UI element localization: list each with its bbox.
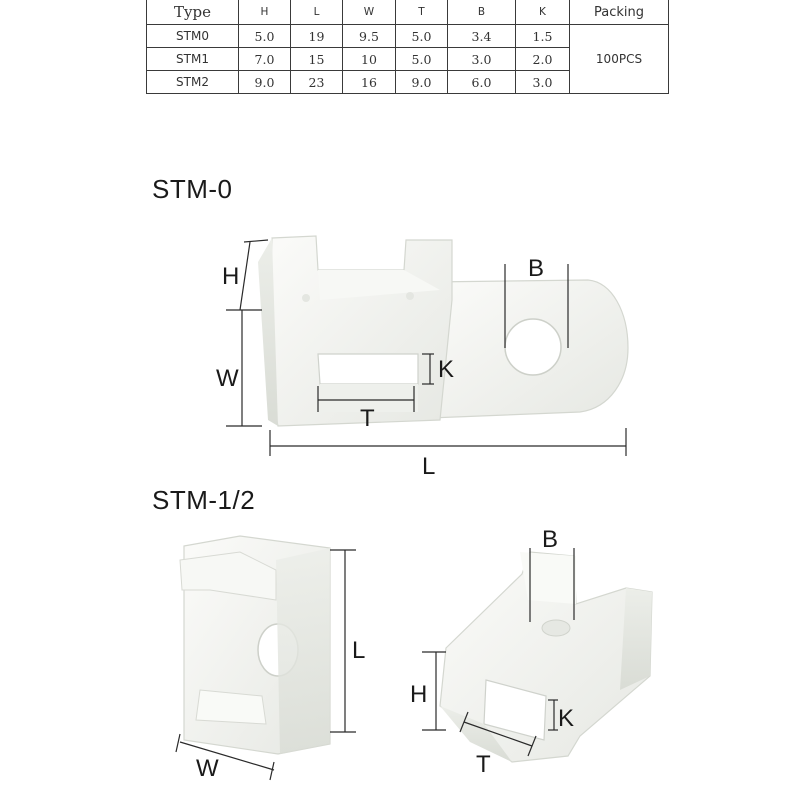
cell-h: 7.0 xyxy=(239,48,291,71)
stm0-label-b: B xyxy=(528,255,545,282)
cell-type: STM2 xyxy=(147,71,239,94)
stm12-angled-label-k: K xyxy=(558,705,575,732)
column-header-b: B xyxy=(448,0,516,25)
cell-l: 15 xyxy=(291,48,343,71)
stm12-angled-label-t: T xyxy=(476,751,491,778)
cell-h: 9.0 xyxy=(239,71,291,94)
cell-w: 9.5 xyxy=(343,25,396,48)
cell-k: 1.5 xyxy=(516,25,570,48)
stm12-top-label-w: W xyxy=(196,755,219,782)
cell-l: 19 xyxy=(291,25,343,48)
column-header-w: W xyxy=(343,0,396,25)
stm12-title: STM-1/2 xyxy=(152,485,256,515)
cell-type: STM1 xyxy=(147,48,239,71)
stm12-top-label-l: L xyxy=(352,637,366,664)
stm12-top-view-image xyxy=(180,536,330,754)
cell-w: 16 xyxy=(343,71,396,94)
column-header-packing: Packing xyxy=(570,0,669,25)
cell-k: 2.0 xyxy=(516,48,570,71)
column-header-t: T xyxy=(396,0,448,25)
cell-type: STM0 xyxy=(147,25,239,48)
stm0-label-w: W xyxy=(216,365,239,392)
cell-l: 23 xyxy=(291,71,343,94)
stm0-label-h: H xyxy=(222,263,240,290)
cell-t: 5.0 xyxy=(396,48,448,71)
cell-packing: 100PCS xyxy=(570,25,669,94)
column-header-l: L xyxy=(291,0,343,25)
cell-b: 6.0 xyxy=(448,71,516,94)
cell-b: 3.0 xyxy=(448,48,516,71)
stm0-mount-image xyxy=(258,236,628,426)
stm0-label-l: L xyxy=(422,453,436,480)
cell-h: 5.0 xyxy=(239,25,291,48)
stm12-angled-view-image xyxy=(440,552,652,762)
cell-t: 5.0 xyxy=(396,25,448,48)
column-header-type: Type xyxy=(147,0,239,25)
stm0-label-k: K xyxy=(438,356,455,383)
cell-t: 9.0 xyxy=(396,71,448,94)
stm0-title: STM-0 xyxy=(152,174,233,204)
cell-k: 3.0 xyxy=(516,71,570,94)
column-header-k: K xyxy=(516,0,570,25)
stm12-angled-label-b: B xyxy=(542,526,559,553)
stm0-label-t: T xyxy=(360,405,375,432)
stm12-angled-label-h: H xyxy=(410,681,428,708)
cell-w: 10 xyxy=(343,48,396,71)
column-header-h: H xyxy=(239,0,291,25)
cell-b: 3.4 xyxy=(448,25,516,48)
